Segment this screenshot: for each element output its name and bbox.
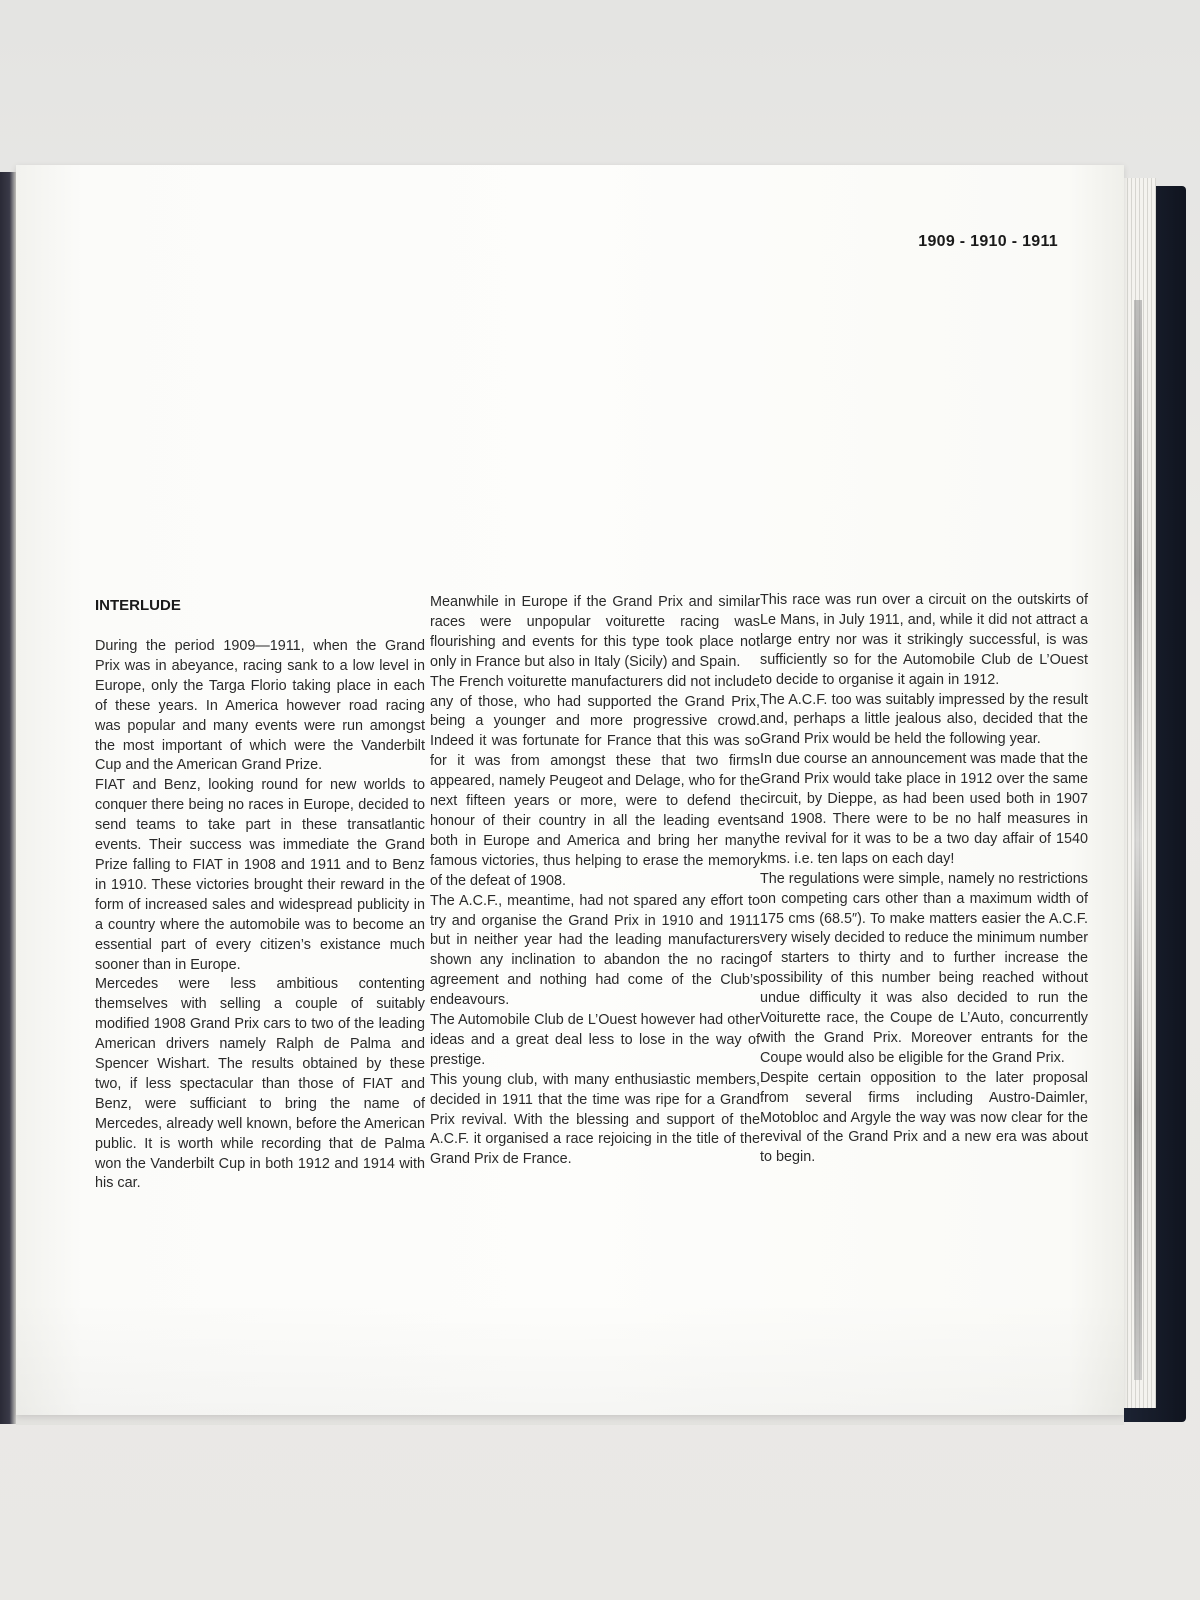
- page-edge-strip: [1134, 300, 1142, 1380]
- text-column-3: [760, 591, 1088, 1168]
- text-column-2: [430, 593, 760, 1170]
- paragraph: FIAT and Benz, looking round for new worlds to conquer there being no races in Europe, decided to send teams to take part in these transatlantic events. Their success was immediate the Grand Prize falling to FIAT in 1908 and 1911 and to Benz in 1910. These victories brought their reward in the form of increased sales and widespread publicity in a country where the automobile was to become an essential part of every citizen’s existance much sooner than in Europe.: [95, 777, 425, 973]
- paragraph: The regulations were simple, namely no restrictions on competing cars other than a maximum width of 175 cms (68.5″). To make matters easier the A.C.F. very wisely decided to reduce the minimum number of starters to thirty and to further increase the possibility of this number being reached without undue difficulty it was also decided to run the Voiturette race, the Coupe de L’Auto, concurrently with the Grand Prix. Moreover entrants for the Coupe would also be eligible for the Grand Prix.: [760, 870, 1088, 1066]
- paragraph: This race was run over a circuit on the outskirts of Le Mans, in July 1911, and, while it did not attract a large entry nor was it strikingly successful, is was sufficiently so for the Automobile Club de L’Ouest to decide to organise it again in 1912.: [760, 592, 1088, 688]
- paragraph: The French voiturette manufacturers did not include any of those, who had supported the Grand Prix, being a younger and more progressive crowd. Indeed it was fortunate for France that this was so for it was from amongst these that two firms appeared, namely Peugeot and Delage, who for the next fifteen years or more, were to defend the honour of their country in all the leading events both in Europe and America and bring her many famous victories, thus helping to erase the memory of the defeat of 1908.: [430, 673, 760, 889]
- paragraph: The A.C.F. too was suitably impressed by the result and, perhaps a little jealous also, decided that the Grand Prix would be held the following year.: [760, 691, 1088, 748]
- running-head: 1909 - 1910 - 1911: [918, 233, 1058, 250]
- paragraph: Mercedes were less ambitious contenting themselves with selling a couple of suitably modified 1908 Grand Prix cars to two of the leading American drivers namely Ralph de Palma and Spencer Wishart. The results obtained by these two, if less spectacular than those of FIAT and Benz, were sufficiant to bring the name of Mercedes, already well known, before the American public. It is worth while recording that de Palma won the Vanderbilt Cup in both 1912 and 1914 with his car.: [95, 976, 425, 1192]
- paragraph: The Automobile Club de L’Ouest however had other ideas and a great deal less to lose in the way of prestige.: [430, 1012, 760, 1068]
- book-left-board: [0, 172, 16, 1424]
- paragraph: Despite certain opposition to the later proposal from several firms including Austro-Daimler, Motobloc and Argyle the way was now clear for the revival of the Grand Prix and a new era was about to begin.: [760, 1069, 1088, 1166]
- paragraph: Meanwhile in Europe if the Grand Prix and similar races were unpopular voiturette racing was flourishing and events for this type took place not only in France but also in Italy (Sicily) and Spain.: [430, 594, 760, 670]
- paragraph: This young club, with many enthusiastic members, decided in 1911 that the time was ripe for a Grand Prix revival. With the blessing and support of the A.C.F. it organised a race rejoicing in the title of the Grand Prix de France.: [430, 1071, 760, 1168]
- paragraph: During the period 1909—1911, when the Grand Prix was in abeyance, racing sank to a low level in Europe, only the Targa Florio taking place in each of these years. In America however road racing was popular and many events were run amongst the most important of which were the Vanderbilt Cup and the American Grand Prize.: [95, 638, 425, 774]
- book-page: [16, 165, 1124, 1415]
- paragraph: The A.C.F., meantime, had not spared any effort to try and organise the Grand Prix in 1910 and 1911 but in neither year had the leading manufacturers shown any inclination to abandon the no racing agreement and nothing had come of the Club’s endeavours.: [430, 892, 760, 1009]
- section-title: INTERLUDE: [95, 597, 181, 614]
- text-column-1: [95, 637, 425, 1194]
- paragraph: In due course an announcement was made that the Grand Prix would take place in 1912 over the same circuit, by Dieppe, as had been used both in 1907 and 1908. There were to be no half measures in the revival for it was to be a two day affair of 1540 kms. i.e. ten laps on each day!: [760, 751, 1089, 867]
